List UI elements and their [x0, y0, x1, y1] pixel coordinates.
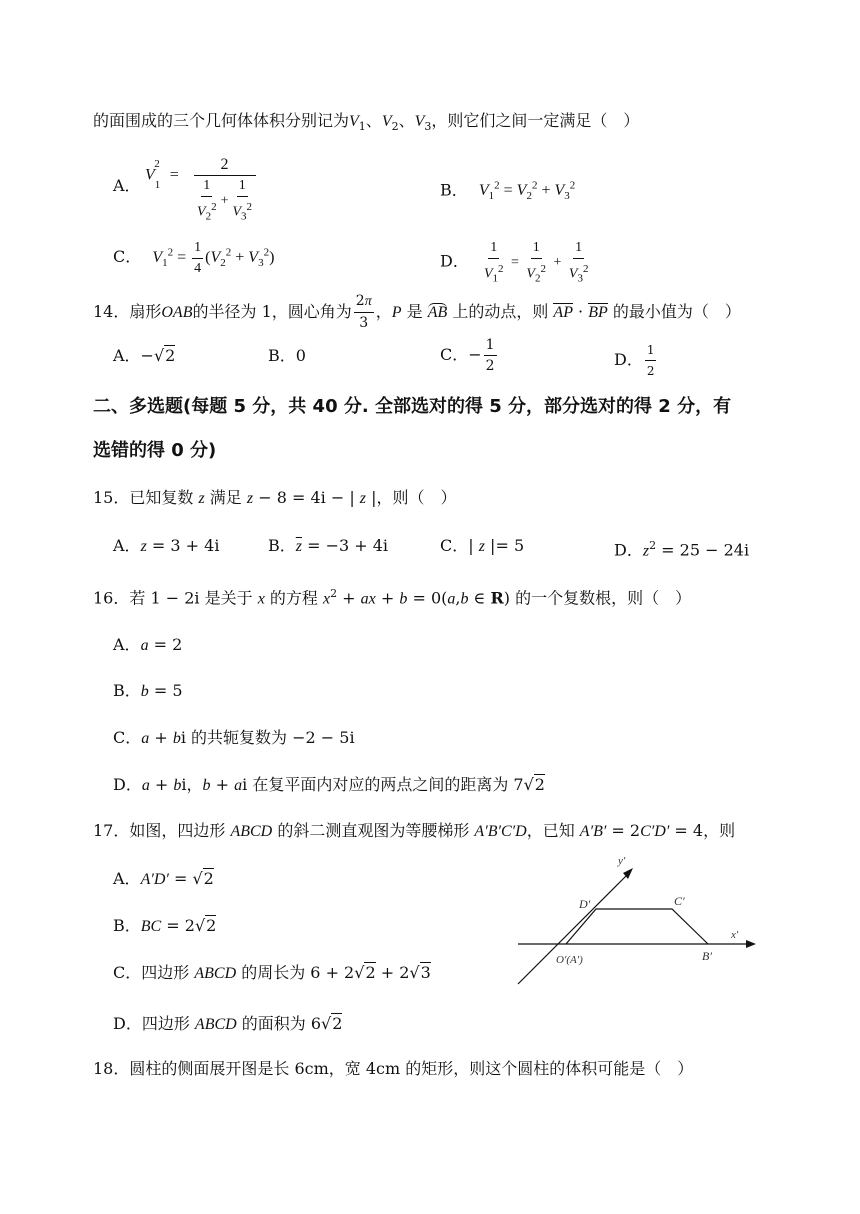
q16-option-a: A．a = 2	[113, 635, 183, 654]
q16-option-c: C．a + bi 的共轭复数为 −2 − 5i	[113, 728, 355, 747]
question-14-stem: 14．扇形OAB的半径为 1，圆心角为 $\frac{2\pi}{3}$ ，P 是 AB 上的动点，则 AP · BP 的最小值为（ ）	[93, 293, 741, 331]
q16-option-d: D．a + bi，b + ai 在复平面内对应的两点之间的距离为 7√2	[113, 775, 545, 794]
option-label: A．	[113, 176, 141, 195]
q17-option-a: A．A′D′ = √2	[113, 869, 214, 888]
label-origin: O′(A′)	[556, 954, 583, 966]
option-label: B．	[440, 180, 468, 200]
q16-option-b: B．b = 5	[113, 681, 183, 700]
q13-option-d: D． $\frac{1}{V_1^2}$ = $\frac{1}{V_2^2}$ + $\frac{1}{V_3^2}$	[440, 240, 589, 285]
question-15-stem: 15．已知复数 z 满足 z − 8 = 4i − | z |，则（ ）	[93, 488, 457, 507]
question-13-stem-tail	[93, 110, 639, 138]
section-2-heading-line2: 选错的得 0 分)	[93, 440, 217, 461]
label-y-axis: y′	[618, 855, 626, 867]
question-18-stem: 18．圆柱的侧面展开图是长 6cm，宽 4cm 的矩形，则这个圆柱的体积可能是（ ）	[93, 1059, 694, 1078]
section-2-heading-line1: 二、多选题(每题 5 分，共 40 分. 全部选对的得 5 分，部分选对的得 2 分，有	[93, 396, 732, 417]
q14-option-b: B．0	[268, 346, 306, 365]
option-label: C．	[113, 247, 142, 267]
q13-option-c: C． $V_1^2$ = $\frac{1}{4}$ $(V_2^2 + V_3^2)$	[113, 240, 275, 276]
q15-option-a: A．z = 3 + 4i	[113, 536, 220, 555]
question-17-stem: 17．如图，四边形 ABCD 的斜二测直观图为等腰梯形 A′B′C′D，已知 A′B′ = 2C′D′ = 4，则	[93, 821, 736, 840]
y-axis	[518, 874, 628, 984]
label-x-axis: x′	[731, 929, 739, 941]
q15-option-c: C．| z |= 5	[440, 536, 525, 555]
q14-option-a: A．−√2	[113, 346, 176, 365]
q15-option-b: B．$\overline{z} = -3 + 4i$	[268, 536, 389, 555]
q13-stem-text: 的面围成的三个几何体体积分别记为$V_1$、$V_2$、$V_3$，则它们之间一定满足（ ）	[93, 111, 640, 134]
q13-a-fraction: 2 $\frac{1}{V_2^2}$ + $\frac{1}{V_3^2}$	[193, 155, 256, 226]
q17-option-d: D．四边形 ABCD 的面积为 6√2	[113, 1014, 343, 1033]
q14-option-d: D． $\frac{1}{2}$	[614, 340, 658, 381]
q13-option-b: B． $V_1^2 = V_2^2 + V_3^2$	[440, 180, 576, 203]
q14-option-c: C．− $\frac{1}{2}$	[440, 337, 495, 374]
x-axis-arrow	[746, 940, 756, 948]
q17-figure	[510, 850, 770, 990]
question-16-stem: 16．若 1 − 2i 是关于 x 的方程 $x^2$ + ax + b = 0(a,b ∈ R) 的一个复数根，则（ ）	[93, 587, 692, 608]
label-c: C′	[674, 894, 685, 908]
label-d: D′	[579, 897, 591, 911]
label-b: B′	[702, 949, 712, 963]
option-label: D．	[440, 251, 469, 271]
q17-option-c: C．四边形 ABCD 的周长为 6 + 2√2 + 2√3	[113, 963, 431, 982]
q15-option-d: D．$z^2 = 25 - 24i$	[614, 539, 750, 560]
q17-option-b: B．BC = 2√2	[113, 916, 217, 935]
